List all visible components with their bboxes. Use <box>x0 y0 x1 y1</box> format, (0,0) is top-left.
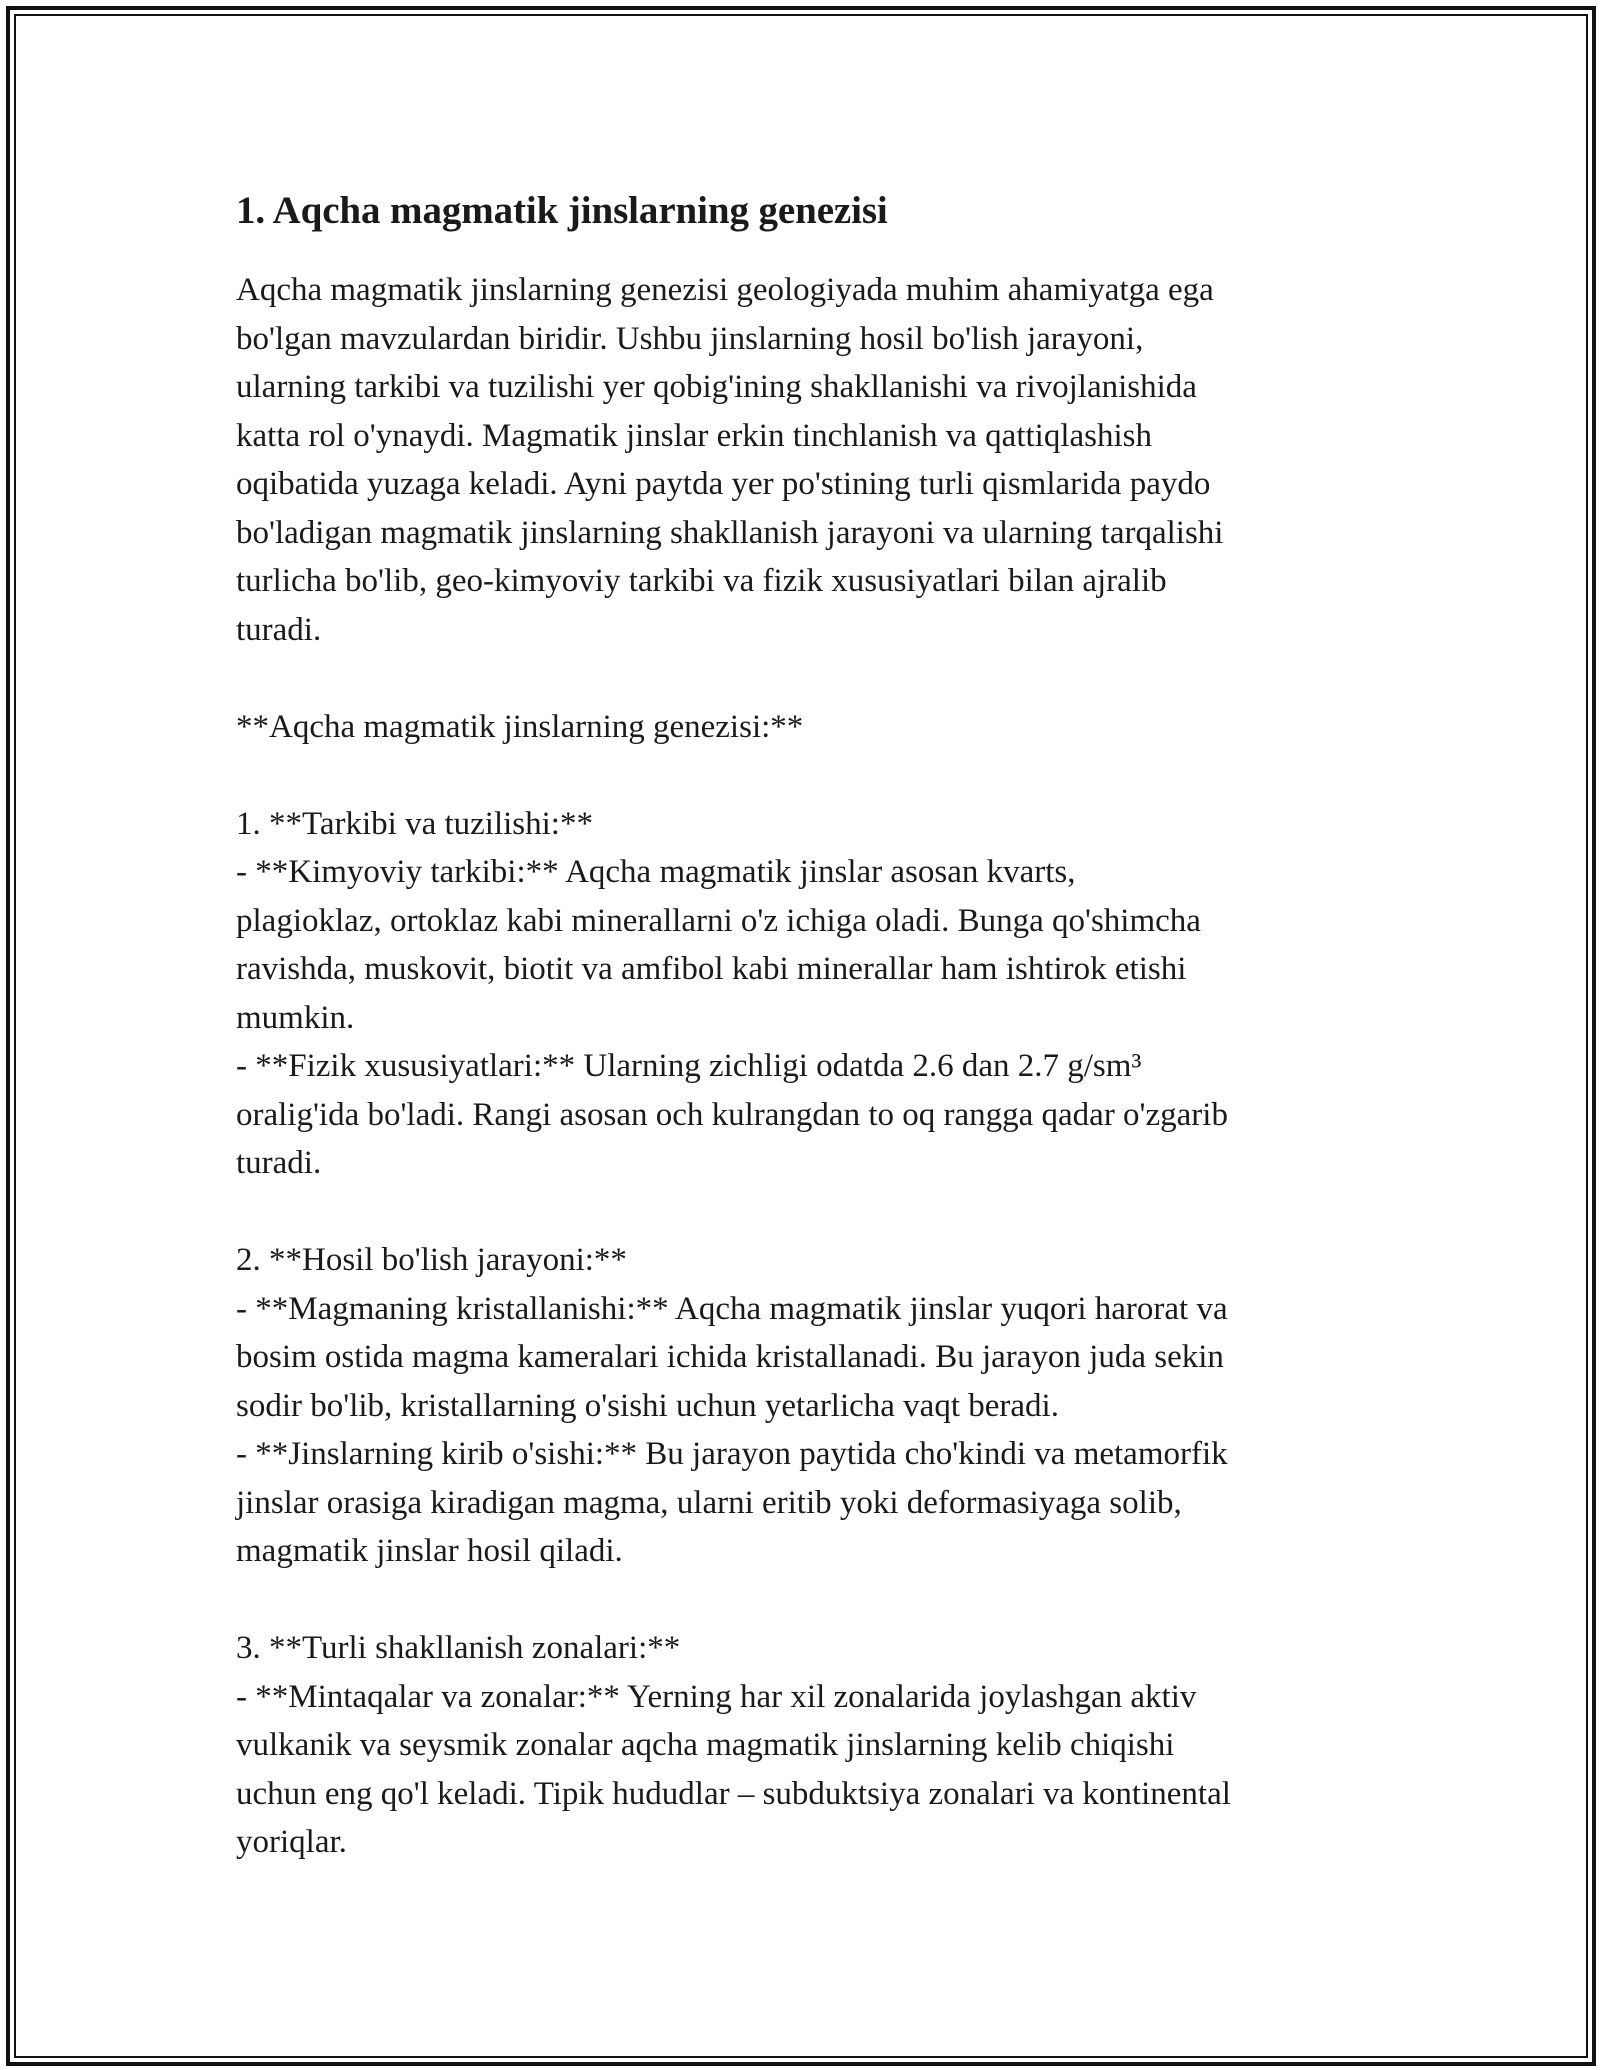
section-composition: 1. **Tarkibi va tuzilishi:** - **Kimyoviy tarkibi:** Aqcha magmatik jinslar asosan kvarts, plagioklaz, ortoklaz kabi minerallarni o'z ichiga oladi. Bunga qo'shimcha ravishda, muskovit, biotit va amfibol kabi minerallar ham ishtirok etishi mumkin. - **Fizik xususiyatlari:** Ularning zichligi odatda 2.6 dan 2.7 g/sm³ oralig'ida bo'ladi. Rangi asosan och kulrangdan to oq rangga qadar o'zgarib turadi. <box>236 805 1228 1181</box>
genesis-subheading: **Aqcha magmatik jinslarning genezisi:** <box>236 708 804 745</box>
paragraph-gap <box>236 1188 1396 1237</box>
paragraph-gap <box>236 1576 1396 1625</box>
intro-paragraph: Aqcha magmatik jinslarning genezisi geologiyada muhim ahamiyatga ega bo'lgan mavzulardan biridir. Ushbu jinslarning hosil bo'lish jarayoni, ularning tarkibi va tuzilishi yer qobig'ining shakllanishi va rivojlanishida katta rol o'ynaydi. Magmatik jinslar erkin tinchlanish va qattiqlashish oqibatida yuzaga keladi. Ayni paytda yer po'stining turli qismlarida paydo bo'ladigan magmatik jinslarning shakllanish jarayoni va ularning tarqalishi turlicha bo'lib, geo-kimyoviy tarkibi va fizik xususiyatlari bilan ajralib turadi. <box>236 272 1224 648</box>
section-formation-zones: 3. **Turli shakllanish zonalari:** - **Mintaqalar va zonalar:** Yerning har xil zonalarida joylashgan aktiv vulkanik va seysmik zonalar aqcha magmatik jinslarning kelib chiqishi uchun eng qo'l keladi. Tipik hududlar – subduktsiya zonalari va kontinental yoriqlar. <box>236 1630 1231 1860</box>
section-formation-process: 2. **Hosil bo'lish jarayoni:** - **Magmaning kristallanishi:** Aqcha magmatik jinslar yuqori harorat va bosim ostida magma kameralari ichida kristallanadi. Bu jarayon juda sekin sodir bo'lib, kristallarning o'sishi uchun yetarlicha vaqt beradi. - **Jinslarning kirib o'sishi:** Bu jarayon paytida cho'kindi va metamorfik jinslar orasiga kiradigan magma, ularni eritib yoki deformasiyaga solib, magmatik jinslar hosil qiladi. <box>236 1242 1228 1569</box>
paragraph-gap <box>236 654 1396 703</box>
paragraph-gap <box>236 751 1396 800</box>
document-body <box>236 186 1396 1867</box>
document-title: 1. Aqcha magmatik jinslarning genezisi <box>236 189 888 232</box>
